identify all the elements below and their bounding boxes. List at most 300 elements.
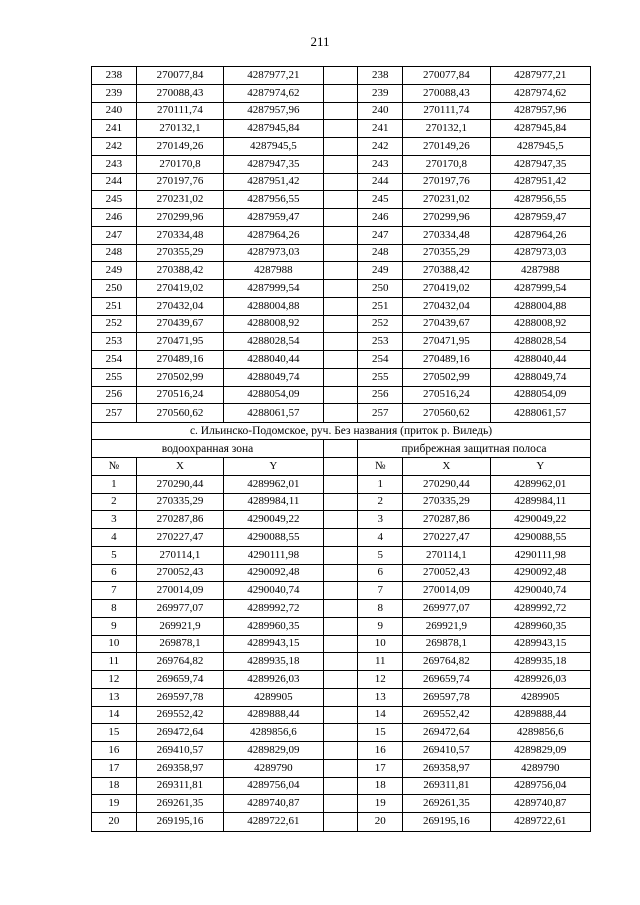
column-gap: [324, 565, 359, 582]
point-number-right: 17: [358, 760, 403, 777]
y-coordinate-left: 4288040,44: [224, 351, 323, 368]
header-y-right: Y: [536, 459, 545, 472]
right-zone-title: прибрежная защитная полоса: [401, 442, 547, 455]
column-gap: [324, 440, 358, 457]
x-coordinate-left: 270471,95: [137, 333, 224, 350]
x-coordinate-right: 270355,29: [403, 245, 490, 262]
table-row: [92, 103, 590, 121]
column-gap: [324, 245, 359, 262]
y-coordinate-right: 4289935,18: [514, 655, 567, 668]
y-coordinate-right: 4287945,84: [514, 122, 567, 135]
point-number-left: 243: [92, 156, 137, 173]
table-row: [92, 85, 590, 103]
y-coordinate-left: 4289905: [224, 689, 323, 706]
y-coordinate-left: 4289756,04: [224, 778, 323, 795]
table-row: [92, 582, 590, 600]
column-gap: [324, 138, 359, 155]
point-number-right: 12: [358, 671, 403, 688]
y-coordinate-right: 4289740,87: [514, 797, 567, 810]
table-row: [92, 67, 590, 85]
point-number-right: 244: [358, 174, 403, 191]
x-coordinate-right: 270334,48: [403, 227, 490, 244]
column-gap: [324, 636, 359, 653]
x-coordinate-left: 270299,96: [137, 209, 224, 226]
x-coordinate-left: 270355,29: [137, 245, 224, 262]
x-coordinate-right: 269921,9: [403, 618, 490, 635]
point-number-right: 242: [358, 138, 403, 155]
x-coordinate-left: 269977,07: [137, 600, 224, 617]
table-row: [92, 174, 590, 192]
y-coordinate-left: 4287974,62: [224, 85, 323, 102]
x-coordinate-left: 270114,1: [137, 547, 224, 564]
point-number-right: 257: [358, 404, 403, 422]
table-row: [92, 209, 590, 227]
y-coordinate-left: 4289856,6: [224, 724, 323, 741]
x-coordinate-right: 269977,07: [403, 600, 490, 617]
y-coordinate-right: 4290040,74: [514, 584, 567, 597]
y-coordinate-left: 4287956,55: [224, 191, 323, 208]
table-row: [92, 529, 590, 547]
x-coordinate-right: 270290,44: [403, 476, 490, 493]
column-gap: [324, 174, 359, 191]
y-coordinate-right: 4289829,09: [514, 743, 567, 756]
point-number-left: 20: [92, 813, 137, 831]
table-row: [92, 760, 590, 778]
x-coordinate-left: 270231,02: [137, 191, 224, 208]
y-coordinate-right: 4289960,35: [514, 619, 567, 632]
y-coordinate-left: 4288061,57: [224, 404, 323, 422]
x-coordinate-right: 270335,29: [403, 494, 490, 511]
y-coordinate-left: 4287959,47: [224, 209, 323, 226]
x-coordinate-left: 269921,9: [137, 618, 224, 635]
point-number-left: 248: [92, 245, 137, 262]
point-number-left: 257: [92, 404, 137, 422]
x-coordinate-right: 270388,42: [403, 262, 490, 279]
point-number-left: 11: [92, 653, 137, 670]
point-number-left: 12: [92, 671, 137, 688]
point-number-right: 2: [358, 494, 403, 511]
table-row: [92, 795, 590, 813]
y-coordinate-right: 4289905: [521, 690, 560, 703]
x-coordinate-right: 269659,74: [403, 671, 490, 688]
y-coordinate-left: 4289943,15: [224, 636, 323, 653]
y-coordinate-right: 4288004,88: [514, 299, 567, 312]
y-coordinate-left: 4287999,54: [224, 280, 323, 297]
x-coordinate-right: 269311,81: [403, 778, 490, 795]
x-coordinate-right: 269764,82: [403, 653, 490, 670]
table-row: [92, 494, 590, 512]
point-number-left: 4: [92, 529, 137, 546]
y-coordinate-right: 4289856,6: [516, 726, 564, 739]
point-number-right: 4: [358, 529, 403, 546]
point-number-right: 246: [358, 209, 403, 226]
x-coordinate-left: 270111,74: [137, 103, 224, 120]
y-coordinate-left: 4289829,09: [224, 742, 323, 759]
table-row: [92, 262, 590, 280]
x-coordinate-left: 269311,81: [137, 778, 224, 795]
x-coordinate-right: 269878,1: [403, 636, 490, 653]
table-row: [92, 351, 590, 369]
point-number-left: 2: [92, 494, 137, 511]
x-coordinate-left: 270334,48: [137, 227, 224, 244]
column-gap: [324, 458, 359, 475]
y-coordinate-right: 4287956,55: [514, 193, 567, 206]
y-coordinate-right: 4289992,72: [514, 601, 567, 614]
x-coordinate-left: 270132,1: [137, 120, 224, 137]
table-row: [92, 369, 590, 387]
x-coordinate-left: 270432,04: [137, 298, 224, 315]
coordinates-table: [91, 66, 591, 832]
y-coordinate-right: 4287964,26: [514, 228, 567, 241]
y-coordinate-right: 4288028,54: [514, 335, 567, 348]
zone-titles-row: [92, 440, 590, 458]
x-coordinate-left: 269410,57: [137, 742, 224, 759]
y-coordinate-left: 4287973,03: [224, 245, 323, 262]
header-x-left: X: [137, 458, 224, 475]
x-coordinate-right: 270197,76: [403, 174, 490, 191]
column-gap: [324, 547, 359, 564]
column-gap: [324, 191, 359, 208]
y-coordinate-left: 4288008,92: [224, 316, 323, 333]
point-number-left: 7: [92, 582, 137, 599]
column-gap: [324, 262, 359, 279]
x-coordinate-left: 270088,43: [137, 85, 224, 102]
y-coordinate-right: 4289943,15: [514, 637, 567, 650]
point-number-left: 16: [92, 742, 137, 759]
point-number-left: 6: [92, 565, 137, 582]
column-gap: [324, 209, 359, 226]
y-coordinate-left: 4289962,01: [224, 476, 323, 493]
header-y-left: Y: [224, 458, 323, 475]
x-coordinate-right: 270114,1: [403, 547, 490, 564]
x-coordinate-right: 270439,67: [403, 316, 490, 333]
y-coordinate-left: 4287951,42: [224, 174, 323, 191]
y-coordinate-right: 4288040,44: [514, 352, 567, 365]
y-coordinate-right: 4289756,04: [514, 779, 567, 792]
x-coordinate-left: 270388,42: [137, 262, 224, 279]
y-coordinate-right: 4288049,74: [514, 370, 567, 383]
y-coordinate-right: 4290111,98: [514, 548, 567, 561]
point-number-left: 18: [92, 778, 137, 795]
point-number-right: 239: [358, 85, 403, 102]
y-coordinate-right: 4289926,03: [514, 672, 567, 685]
y-coordinate-right: 4287951,42: [514, 175, 567, 188]
column-gap: [324, 689, 359, 706]
column-gap: [324, 333, 359, 350]
x-coordinate-left: 269358,97: [137, 760, 224, 777]
column-gap: [324, 298, 359, 315]
table-row: [92, 778, 590, 796]
table-row: [92, 156, 590, 174]
x-coordinate-left: 270439,67: [137, 316, 224, 333]
x-coordinate-right: 269472,64: [403, 724, 490, 741]
y-coordinate-right: 4287945,5: [516, 139, 564, 152]
point-number-right: 241: [358, 120, 403, 137]
column-gap: [324, 476, 359, 493]
x-coordinate-right: 270516,24: [403, 387, 490, 404]
y-coordinate-left: 4289740,87: [224, 795, 323, 812]
point-number-left: 249: [92, 262, 137, 279]
y-coordinate-left: 4290088,55: [224, 529, 323, 546]
x-coordinate-right: 270111,74: [403, 103, 490, 120]
x-coordinate-right: 270014,09: [403, 582, 490, 599]
x-coordinate-left: 270516,24: [137, 387, 224, 404]
y-coordinate-left: 4287977,21: [224, 67, 323, 84]
table-row: [92, 636, 590, 654]
point-number-left: 245: [92, 191, 137, 208]
y-coordinate-left: 4289935,18: [224, 653, 323, 670]
point-number-right: 1: [358, 476, 403, 493]
y-coordinate-left: 4287957,96: [224, 103, 323, 120]
y-coordinate-left: 4288004,88: [224, 298, 323, 315]
bottom-block: [92, 476, 590, 831]
x-coordinate-left: 270489,16: [137, 351, 224, 368]
table-row: [92, 565, 590, 583]
header-num-left: №: [92, 458, 137, 475]
point-number-right: 256: [358, 387, 403, 404]
point-number-left: 8: [92, 600, 137, 617]
x-coordinate-right: 270287,86: [403, 511, 490, 528]
point-number-right: 248: [358, 245, 403, 262]
x-coordinate-left: 270502,99: [137, 369, 224, 386]
point-number-right: 245: [358, 191, 403, 208]
y-coordinate-left: 4289722,61: [224, 813, 323, 831]
x-coordinate-left: 270419,02: [137, 280, 224, 297]
x-coordinate-left: 270149,26: [137, 138, 224, 155]
table-row: [92, 280, 590, 298]
y-coordinate-left: 4287945,84: [224, 120, 323, 137]
x-coordinate-right: 270432,04: [403, 298, 490, 315]
column-gap: [324, 369, 359, 386]
x-coordinate-left: 269261,35: [137, 795, 224, 812]
y-coordinate-right: 4287988: [521, 264, 560, 277]
x-coordinate-left: 270052,43: [137, 565, 224, 582]
y-coordinate-left: 4289960,35: [224, 618, 323, 635]
column-gap: [324, 671, 359, 688]
x-coordinate-left: 270290,44: [137, 476, 224, 493]
table-row: [92, 333, 590, 351]
table-row: [92, 600, 590, 618]
y-coordinate-right: 4288054,09: [514, 388, 567, 401]
x-coordinate-right: 269597,78: [403, 689, 490, 706]
x-coordinate-right: 270170,8: [403, 156, 490, 173]
column-gap: [324, 387, 359, 404]
table-row: [92, 387, 590, 405]
table-row: [92, 547, 590, 565]
point-number-left: 246: [92, 209, 137, 226]
y-coordinate-right: 4289888,44: [514, 708, 567, 721]
x-coordinate-left: 270287,86: [137, 511, 224, 528]
column-gap: [324, 760, 359, 777]
table-row: [92, 742, 590, 760]
left-zone-title: водоохранная зона: [92, 440, 324, 457]
column-header-row: [92, 458, 590, 476]
point-number-left: 1: [92, 476, 137, 493]
table-row: [92, 689, 590, 707]
y-coordinate-right: 4289722,61: [514, 815, 567, 828]
x-coordinate-left: 270560,62: [137, 404, 224, 422]
x-coordinate-right: 270077,84: [403, 67, 490, 84]
y-coordinate-right: 4288061,57: [514, 406, 567, 419]
page-number: 211: [310, 34, 330, 49]
x-coordinate-right: 270471,95: [403, 333, 490, 350]
point-number-left: 256: [92, 387, 137, 404]
y-coordinate-left: 4290049,22: [224, 511, 323, 528]
column-gap: [324, 120, 359, 137]
column-gap: [324, 280, 359, 297]
point-number-right: 7: [358, 582, 403, 599]
header-num-right: №: [358, 458, 403, 475]
y-coordinate-right: 4287973,03: [514, 246, 567, 259]
point-number-right: 249: [358, 262, 403, 279]
point-number-left: 250: [92, 280, 137, 297]
point-number-left: 19: [92, 795, 137, 812]
y-coordinate-left: 4290092,48: [224, 565, 323, 582]
point-number-left: 238: [92, 67, 137, 84]
point-number-right: 18: [358, 778, 403, 795]
column-gap: [324, 600, 359, 617]
y-coordinate-left: 4290040,74: [224, 582, 323, 599]
x-coordinate-left: 269878,1: [137, 636, 224, 653]
point-number-right: 6: [358, 565, 403, 582]
column-gap: [324, 707, 359, 724]
y-coordinate-right: 4290049,22: [514, 513, 567, 526]
point-number-right: 238: [358, 67, 403, 84]
column-gap: [324, 529, 359, 546]
table-row: [92, 227, 590, 245]
column-gap: [324, 813, 359, 831]
y-coordinate-right: 4290092,48: [514, 566, 567, 579]
point-number-right: 15: [358, 724, 403, 741]
point-number-left: 10: [92, 636, 137, 653]
x-coordinate-right: 270149,26: [403, 138, 490, 155]
y-coordinate-right: 4289962,01: [514, 477, 567, 490]
y-coordinate-left: 4290111,98: [224, 547, 323, 564]
y-coordinate-right: 4289790: [521, 761, 560, 774]
section-caption: с. Ильинско-Подомское, руч. Без названия (приток р. Виледь): [92, 422, 590, 440]
x-coordinate-right: 270132,1: [403, 120, 490, 137]
point-number-left: 240: [92, 103, 137, 120]
column-gap: [324, 511, 359, 528]
point-number-right: 243: [358, 156, 403, 173]
table-row: [92, 120, 590, 138]
point-number-left: 3: [92, 511, 137, 528]
point-number-right: 255: [358, 369, 403, 386]
column-gap: [324, 582, 359, 599]
y-coordinate-right: 4288008,92: [514, 317, 567, 330]
x-coordinate-right: 270419,02: [403, 280, 490, 297]
table-row: [92, 298, 590, 316]
y-coordinate-left: 4289790: [224, 760, 323, 777]
point-number-left: 241: [92, 120, 137, 137]
x-coordinate-left: 269764,82: [137, 653, 224, 670]
y-coordinate-left: 4287947,35: [224, 156, 323, 173]
x-coordinate-right: 270231,02: [403, 191, 490, 208]
point-number-right: 250: [358, 280, 403, 297]
table-row: [92, 813, 590, 831]
point-number-left: 5: [92, 547, 137, 564]
table-row: [92, 404, 590, 422]
y-coordinate-left: 4287988: [224, 262, 323, 279]
x-coordinate-right: 269358,97: [403, 760, 490, 777]
y-coordinate-right: 4287959,47: [514, 210, 567, 223]
column-gap: [324, 227, 359, 244]
table-row: [92, 245, 590, 263]
column-gap: [324, 67, 359, 84]
x-coordinate-right: 269195,16: [403, 813, 490, 831]
point-number-right: 11: [358, 653, 403, 670]
point-number-right: 20: [358, 813, 403, 831]
point-number-right: 16: [358, 742, 403, 759]
column-gap: [324, 103, 359, 120]
table-row: [92, 511, 590, 529]
point-number-left: 13: [92, 689, 137, 706]
table-row: [92, 653, 590, 671]
x-coordinate-right: 269410,57: [403, 742, 490, 759]
point-number-right: 10: [358, 636, 403, 653]
y-coordinate-right: 4287947,35: [514, 157, 567, 170]
y-coordinate-right: 4290088,55: [514, 530, 567, 543]
x-coordinate-left: 270335,29: [137, 494, 224, 511]
x-coordinate-left: 270227,47: [137, 529, 224, 546]
column-gap: [324, 618, 359, 635]
x-coordinate-right: 270560,62: [403, 404, 490, 422]
point-number-left: 252: [92, 316, 137, 333]
x-coordinate-left: 269472,64: [137, 724, 224, 741]
point-number-right: 3: [358, 511, 403, 528]
x-coordinate-left: 270014,09: [137, 582, 224, 599]
x-coordinate-right: 270502,99: [403, 369, 490, 386]
column-gap: [324, 351, 359, 368]
point-number-left: 251: [92, 298, 137, 315]
column-gap: [324, 156, 359, 173]
point-number-right: 13: [358, 689, 403, 706]
point-number-right: 8: [358, 600, 403, 617]
table-row: [92, 724, 590, 742]
y-coordinate-left: 4289888,44: [224, 707, 323, 724]
column-gap: [324, 653, 359, 670]
column-gap: [324, 778, 359, 795]
point-number-left: 17: [92, 760, 137, 777]
point-number-right: 5: [358, 547, 403, 564]
table-row: [92, 618, 590, 636]
x-coordinate-right: 270489,16: [403, 351, 490, 368]
point-number-left: 244: [92, 174, 137, 191]
y-coordinate-left: 4288054,09: [224, 387, 323, 404]
x-coordinate-left: 269552,42: [137, 707, 224, 724]
table-row: [92, 476, 590, 494]
table-row: [92, 138, 590, 156]
point-number-left: 247: [92, 227, 137, 244]
x-coordinate-right: 270299,96: [403, 209, 490, 226]
point-number-left: 255: [92, 369, 137, 386]
point-number-right: 253: [358, 333, 403, 350]
y-coordinate-left: 4289926,03: [224, 671, 323, 688]
top-block: [92, 67, 590, 422]
table-row: [92, 707, 590, 725]
column-gap: [324, 795, 359, 812]
point-number-right: 247: [358, 227, 403, 244]
x-coordinate-left: 270077,84: [137, 67, 224, 84]
point-number-left: 239: [92, 85, 137, 102]
column-gap: [324, 724, 359, 741]
point-number-right: 254: [358, 351, 403, 368]
y-coordinate-left: 4289992,72: [224, 600, 323, 617]
y-coordinate-left: 4288028,54: [224, 333, 323, 350]
column-gap: [324, 316, 359, 333]
point-number-left: 9: [92, 618, 137, 635]
point-number-right: 252: [358, 316, 403, 333]
